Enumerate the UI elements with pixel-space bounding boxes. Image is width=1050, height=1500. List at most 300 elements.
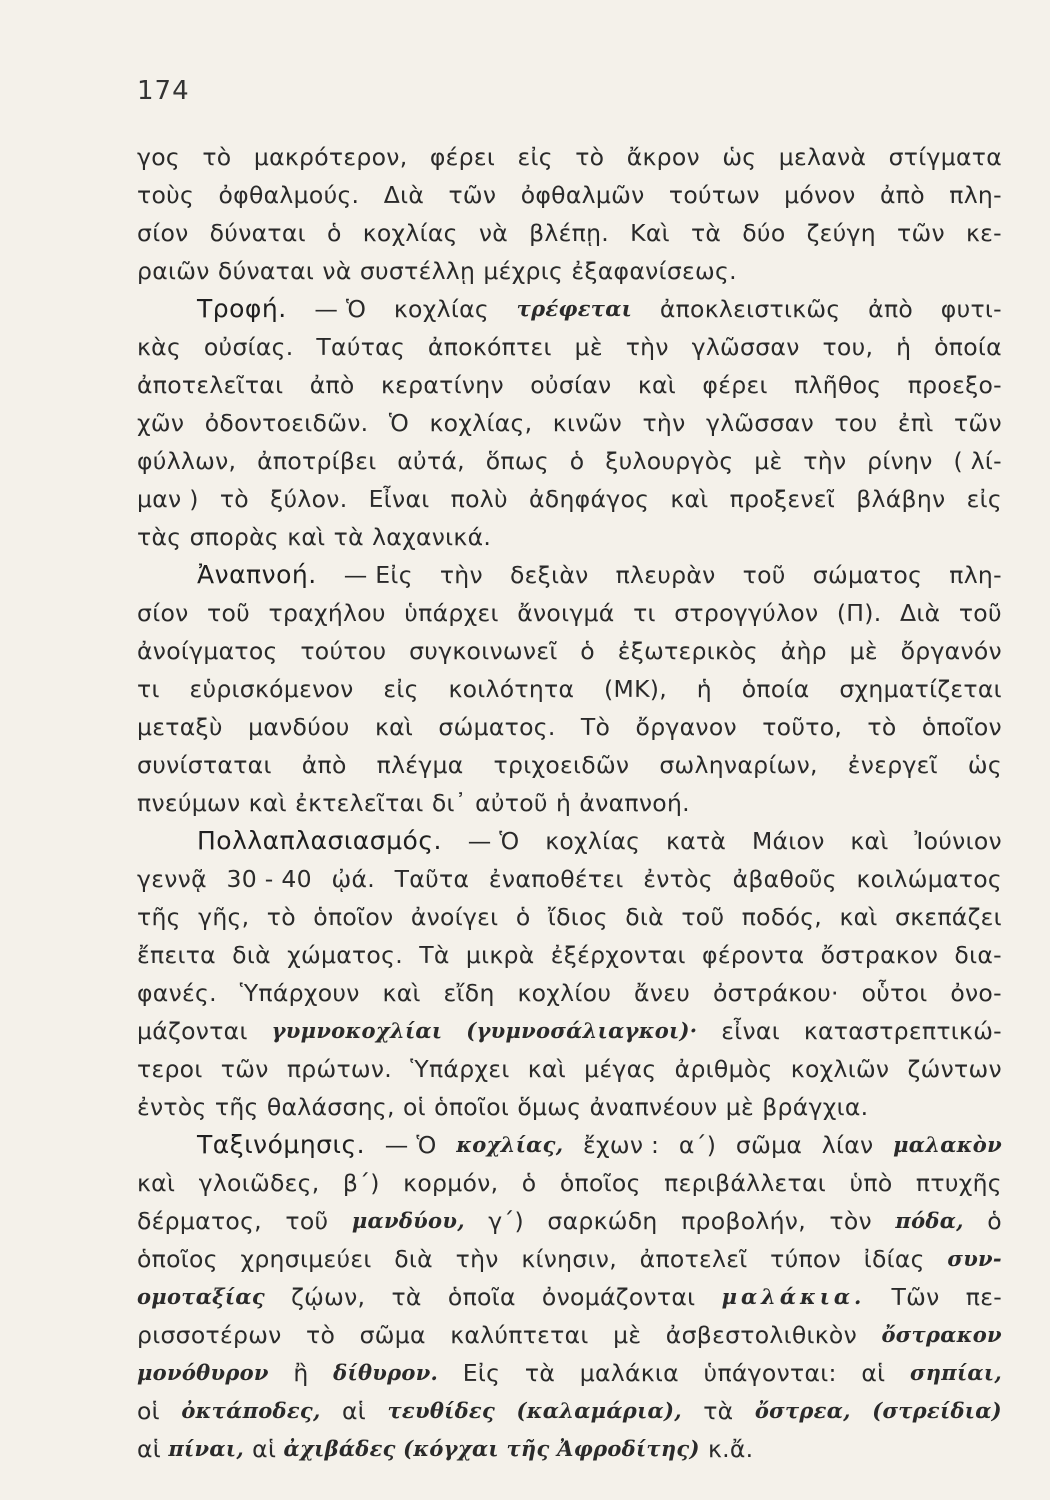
word: ρισσοτέρων: [137, 1321, 282, 1349]
word: δέρματος,: [137, 1207, 262, 1235]
word: αἱ: [861, 1359, 886, 1387]
word: ἐκτελεῖται: [295, 789, 424, 817]
word: τύπον: [770, 1245, 842, 1273]
italic-term: μαλακὸν: [893, 1132, 1002, 1157]
word: καὶ: [670, 485, 709, 513]
word: τὸ: [306, 1321, 336, 1349]
word: α΄): [678, 1131, 717, 1159]
word: τὴν: [455, 1245, 499, 1273]
word: — Ὁ: [384, 1131, 437, 1159]
word: Τῶν: [891, 1283, 940, 1311]
word: οὗτοι: [861, 979, 928, 1007]
word: ἄκρον: [626, 143, 700, 171]
word: ζεύγη: [806, 219, 876, 247]
text-line: [137, 708, 1002, 746]
word: ἀνοίγματος: [137, 637, 278, 665]
word: μάζονται: [137, 1017, 248, 1045]
word: ὑπάγονται:: [703, 1359, 837, 1387]
word: χρησιμεύει: [240, 1245, 372, 1273]
text-line: [137, 404, 1002, 442]
word: τὴν: [439, 561, 483, 589]
word: ἀποτελεῖ: [639, 1245, 748, 1273]
word: ἀριθμὸς: [674, 1055, 773, 1083]
word: τῶν: [897, 219, 945, 247]
word: ἀναπνοή.: [579, 789, 690, 817]
word: κοχλίας,: [429, 409, 533, 437]
word: βλέπῃ.: [529, 219, 610, 247]
word: κοχλίας: [362, 219, 458, 247]
text-line: [137, 974, 1002, 1012]
word: μὲ: [754, 447, 783, 475]
word: ἀναπνέουν: [589, 1093, 718, 1121]
text-line: [137, 290, 1002, 328]
text-line: [137, 328, 1002, 366]
word: καὶ: [248, 789, 287, 817]
word: ὁποῖα: [447, 1283, 516, 1311]
word: 30 - 40: [226, 865, 312, 893]
word: ἐξαφανίσεως.: [571, 257, 737, 285]
italic-term: συν-: [947, 1246, 1002, 1271]
word: πε-: [965, 1283, 1002, 1311]
word: τὰ: [333, 523, 364, 551]
word: ὄστρακον: [820, 941, 939, 969]
word: πλη-: [949, 561, 1002, 589]
word: καλύπτεται: [450, 1321, 589, 1349]
word: δεξιὰν: [509, 561, 589, 589]
word: συνίσταται: [137, 751, 272, 779]
word: καὶ: [637, 371, 677, 399]
italic-term: ὀκτάποδες,: [181, 1398, 321, 1423]
word: γ΄): [488, 1207, 524, 1235]
word: ὀνο-: [950, 979, 1002, 1007]
word: σῶμα: [735, 1131, 803, 1159]
word: τι: [633, 599, 656, 627]
word: ὀφθαλμούς.: [218, 181, 360, 209]
word: ᾠά.: [331, 865, 376, 893]
word: κοιλώματος: [856, 865, 1002, 893]
word: τοῦ: [207, 599, 251, 627]
word: καὶ: [382, 979, 421, 1007]
word: δι᾿: [431, 789, 467, 817]
word: οἱ: [137, 1397, 160, 1425]
word: Τὰ: [419, 941, 450, 969]
italic-term: (καλαμάρια),: [516, 1398, 682, 1423]
word: ὁ: [987, 1207, 1002, 1235]
word: κοιλότητα: [448, 675, 575, 703]
word: ὁποῖος: [137, 1245, 218, 1273]
word: εἰς: [517, 143, 553, 171]
word: ἀπὸ: [309, 371, 355, 399]
word: — Ὁ: [467, 827, 520, 855]
word: αὐτά,: [397, 447, 465, 475]
word: καὶ: [839, 903, 878, 931]
word: μόνον: [784, 181, 856, 209]
word: τῶν: [954, 409, 1002, 437]
word: σπορὰς: [189, 523, 279, 551]
word: ὡς: [722, 143, 757, 171]
word: μαλάκια: [579, 1359, 679, 1387]
word: ἀπὸ: [879, 181, 925, 209]
text-line: [137, 518, 1002, 556]
word: ἀποτρίβει: [257, 447, 377, 475]
word: τὸ: [202, 143, 232, 171]
word: δύο: [742, 219, 786, 247]
word: Ἰούνιον: [914, 827, 1002, 855]
word: νὰ: [322, 257, 352, 285]
text-line: [137, 214, 1002, 252]
word: ἀπὸ: [868, 295, 914, 323]
italic-term: κοχλίας,: [456, 1132, 564, 1157]
word: ἡ: [556, 789, 572, 817]
word: τοῦ: [285, 1207, 329, 1235]
text-line: [137, 784, 1002, 822]
italic-term: ἀχιβάδες: [283, 1436, 396, 1461]
word: (ΜΚ),: [604, 675, 668, 703]
text-line: [137, 1088, 1002, 1126]
word: τὴν: [642, 409, 686, 437]
word: του,: [822, 333, 874, 361]
word: μαν ): [137, 485, 199, 513]
word: κοχλίας: [545, 827, 641, 855]
word: ζῴων,: [291, 1283, 366, 1311]
word: τοῦ: [742, 561, 786, 589]
word: κερατίνην: [380, 371, 504, 399]
word: ὑπὸ: [849, 1169, 893, 1197]
word: αἱ: [252, 1435, 277, 1463]
word: φέρει: [429, 143, 496, 171]
word: κε-: [965, 219, 1002, 247]
word: σώματος: [812, 561, 923, 589]
word: γεννᾷ: [137, 865, 207, 893]
word: προεξο-: [907, 371, 1002, 399]
text-line: [137, 1202, 1002, 1240]
word: ὁποῖον: [921, 713, 1002, 741]
word: τριχοειδῶν: [493, 751, 630, 779]
word: μέχρις: [483, 257, 564, 285]
word: συγκοινωνεῖ: [409, 637, 558, 665]
word: καταστρεπτικώ-: [803, 1017, 1002, 1045]
word: γῆς,: [198, 903, 250, 931]
text-line: [137, 860, 1002, 898]
word: Ταύτας: [316, 333, 406, 361]
word: ζώντων: [907, 1055, 1002, 1083]
word: μανδύου: [248, 713, 350, 741]
word: ἀσβεστολιθικὸν: [665, 1321, 858, 1349]
word: κοχλιῶν: [790, 1055, 890, 1083]
word: κατὰ: [666, 827, 727, 855]
text-line: [137, 1050, 1002, 1088]
word: ὁ: [580, 637, 595, 665]
word: τὸ: [219, 485, 249, 513]
word: τῆς: [137, 903, 181, 931]
word: εὑρισκόμενον: [189, 675, 354, 703]
text-line: [137, 670, 1002, 708]
word: ἢ: [293, 1359, 309, 1387]
word: ρίνην: [867, 447, 933, 475]
word: ἔπειτα: [137, 941, 216, 969]
word: — Ὁ: [314, 295, 367, 323]
word: ἐνεργεῖ: [847, 751, 938, 779]
word: τὰς: [137, 523, 182, 551]
word: Μάιον: [751, 827, 825, 855]
word: καὶ: [137, 1169, 176, 1197]
word: ἴδιος: [547, 903, 608, 931]
word: τοὺς: [137, 181, 195, 209]
word: τούτων: [668, 181, 760, 209]
word: διὰ: [232, 941, 271, 969]
word: (Π).: [836, 599, 882, 627]
word: οὐσίας.: [203, 333, 294, 361]
text-line: [137, 1430, 1002, 1468]
text-line: [137, 1392, 1002, 1430]
italic-term: πόδα,: [895, 1208, 964, 1233]
word: ὁποῖος: [559, 1169, 641, 1197]
italic-term: δίθυρον.: [333, 1360, 439, 1385]
word: εἶναι: [721, 1017, 780, 1045]
word: ὁ: [521, 1169, 537, 1197]
word: προβολήν,: [681, 1207, 806, 1235]
word: τὸ: [575, 143, 605, 171]
word: εἰς: [383, 675, 419, 703]
word: πλη-: [949, 181, 1002, 209]
italic-term: (γυμνοσάλιαγκοι)·: [466, 1018, 698, 1043]
body-text: [137, 138, 1002, 1468]
word: ἔχων :: [582, 1131, 660, 1159]
text-line: [137, 480, 1002, 518]
text-line: [137, 632, 1002, 670]
word: σίον: [137, 219, 189, 247]
word: ἄνοιγμά: [517, 599, 615, 627]
word: καὶ: [527, 1055, 566, 1083]
word: τὰ: [703, 1397, 734, 1425]
word: ὁ: [326, 219, 342, 247]
word: ( λί-: [953, 447, 1002, 475]
word: φύλλων,: [137, 447, 237, 475]
word: μελανὰ: [778, 143, 867, 171]
italic-term: γυμνοκοχλίαι: [271, 1018, 443, 1043]
word: γλῶσσαν: [691, 333, 800, 361]
word: φέρει: [702, 371, 768, 399]
word: σώματος.: [438, 713, 556, 741]
word: ὁποῖοι: [434, 1093, 510, 1121]
word: ὁ: [569, 447, 585, 475]
word: Διὰ: [383, 181, 425, 209]
word: ὡς: [967, 751, 1002, 779]
word: τραχήλου: [268, 599, 386, 627]
word: σαρκώδη: [547, 1207, 658, 1235]
word: μὲ: [574, 333, 603, 361]
word: τὴν: [803, 447, 847, 475]
word: τούτου: [300, 637, 387, 665]
word: τὴν: [625, 333, 669, 361]
word: δύναται: [209, 219, 306, 247]
word: φέροντα: [702, 941, 805, 969]
word: ἀνοίγει: [410, 903, 499, 931]
word: λαχανικά.: [372, 523, 492, 551]
word: ἀποκόπτει: [427, 333, 552, 361]
word: πνεύμων: [137, 789, 241, 817]
text-line: [137, 594, 1002, 632]
word: γλῶσσαν: [706, 409, 814, 437]
word: ὁ: [515, 903, 531, 931]
italic-term: ὄστρεα,: [754, 1398, 851, 1423]
word: τοῦ: [958, 599, 1002, 627]
word: διὰ: [394, 1245, 433, 1273]
word: Διὰ: [899, 599, 941, 627]
word: ἡ: [896, 333, 912, 361]
word: τεροι: [137, 1055, 203, 1083]
word: νὰ: [478, 219, 509, 247]
word: τὸ: [867, 713, 897, 741]
word: τὰ: [524, 1359, 556, 1387]
word: πλέγμα: [376, 751, 464, 779]
word: κινῶν: [552, 409, 623, 437]
word: ἀποτελεῖται: [137, 371, 284, 399]
text-line: [137, 1240, 1002, 1278]
word: μὲ: [725, 1093, 754, 1121]
word: Τὸ: [580, 713, 611, 741]
word: καὶ: [287, 523, 326, 551]
word: τῆς: [214, 1093, 259, 1121]
word: β΄): [342, 1169, 380, 1197]
word: ἰδίας: [863, 1245, 925, 1273]
word: σῶμα: [359, 1321, 426, 1349]
word: μὲ: [613, 1321, 642, 1349]
text-line: [137, 366, 1002, 404]
word: θαλάσσης,: [266, 1093, 395, 1121]
word: αἱ: [137, 1435, 162, 1463]
word: ἀπὸ: [301, 751, 347, 779]
word: ὄργανον: [635, 713, 737, 741]
word: φανές.: [137, 979, 217, 1007]
text-line: [137, 1164, 1002, 1202]
word: ἀποκλειστικῶς: [659, 295, 841, 323]
word: ἀβαθοῦς: [732, 865, 837, 893]
word: κὰς: [137, 333, 182, 361]
word: τὸν: [829, 1207, 872, 1235]
word: ἐντὸς: [137, 1093, 207, 1121]
word: ὀνομάζονται: [541, 1283, 696, 1311]
word: ἐναποθέτει: [488, 865, 624, 893]
word: πτυχῆς: [915, 1169, 1002, 1197]
word: καὶ: [850, 827, 889, 855]
text-line: [137, 746, 1002, 784]
word: λίαν: [821, 1131, 874, 1159]
word: κ.ἄ.: [707, 1435, 754, 1463]
word: ξύλον.: [270, 485, 348, 513]
word: βλάβην: [856, 485, 946, 513]
word: μὲ: [849, 637, 878, 665]
word: περιβάλλεται: [664, 1169, 827, 1197]
word: εἰς: [966, 485, 1002, 513]
word: ὁποία: [741, 675, 810, 703]
word: γος: [137, 143, 180, 171]
text-line: [137, 138, 1002, 176]
word: ὀδοντοειδῶν.: [204, 409, 369, 437]
word: Εἶναι: [368, 485, 430, 513]
word: τὰ: [391, 1283, 422, 1311]
italic-term: (κόγχαι τῆς Ἀφροδίτης): [403, 1436, 700, 1461]
word: τῶν: [448, 181, 497, 209]
text-line: [137, 1126, 1002, 1164]
word: τοῦ: [681, 903, 725, 931]
word: — Εἰς: [343, 561, 413, 589]
italic-term: ὄστρακον: [881, 1322, 1002, 1347]
word: οἱ: [402, 1093, 426, 1121]
word: Ὑπάρχει: [410, 1055, 510, 1083]
text-line: [137, 176, 1002, 214]
word: ὁποία: [934, 333, 1002, 361]
text-line: [137, 252, 1002, 290]
section-heading: Τροφή.: [197, 294, 287, 323]
word: τοῦτο,: [762, 713, 843, 741]
word: στρογγύλον: [674, 599, 819, 627]
word: τὰ: [690, 219, 722, 247]
word: κορμόν,: [403, 1169, 499, 1197]
word: διὰ: [625, 903, 664, 931]
word: Ταῦτα: [394, 865, 470, 893]
word: τῶν: [220, 1055, 269, 1083]
word: ὀφθαλμῶν: [520, 181, 645, 209]
word: σωληναρίων,: [659, 751, 818, 779]
text-line: [137, 898, 1002, 936]
text-line: [137, 1012, 1002, 1050]
word: πλευρὰν: [615, 561, 716, 589]
text-line: [137, 1316, 1002, 1354]
word: τὸ: [266, 903, 296, 931]
italic-term: σηπίαι,: [909, 1360, 1002, 1385]
word: Ὑπάρχουν: [239, 979, 360, 1007]
italic-term: τρέφεται: [516, 296, 633, 321]
word: αἱ: [342, 1397, 367, 1425]
word: ὑπάρχει: [404, 599, 499, 627]
word: Εἰς: [462, 1359, 501, 1387]
word: αὐτοῦ: [475, 789, 548, 817]
word: σκεπάζει: [895, 903, 1002, 931]
word: μεταξὺ: [137, 713, 223, 741]
word: ἐξέρχονται: [550, 941, 686, 969]
text-line: [137, 556, 1002, 594]
section-heading: Πολλαπλασιασμός.: [197, 826, 442, 855]
word: Ὁ: [388, 409, 410, 437]
word: γλοιῶδες,: [198, 1169, 320, 1197]
section-heading: Ταξινόμησις.: [197, 1130, 366, 1159]
section-heading: Ἀναπνοή.: [197, 560, 317, 589]
word: ξυλουργὸς: [605, 447, 734, 475]
word: ὅμως: [517, 1093, 582, 1121]
word: ἐντὸς: [643, 865, 713, 893]
text-line: [137, 442, 1002, 480]
word: ἡ: [696, 675, 712, 703]
word: χώματος.: [287, 941, 403, 969]
text-line: [137, 936, 1002, 974]
page-number: 174: [137, 76, 190, 106]
text-line: [137, 822, 1002, 860]
word: μικρὰ: [465, 941, 535, 969]
word: κίνησιν,: [521, 1245, 618, 1273]
word: ἐπὶ: [897, 409, 934, 437]
text-line: [137, 1354, 1002, 1392]
word: του: [834, 409, 878, 437]
italic-term: πίναι,: [168, 1436, 244, 1461]
word: οὐσίαν: [530, 371, 612, 399]
word: ὁποῖον: [313, 903, 394, 931]
word: ἐξωτερικὸς: [617, 637, 758, 665]
word: δύναται: [217, 257, 315, 285]
word: ὅπως: [485, 447, 549, 475]
word: ραιῶν: [137, 257, 210, 285]
word: βράγχια.: [762, 1093, 869, 1121]
